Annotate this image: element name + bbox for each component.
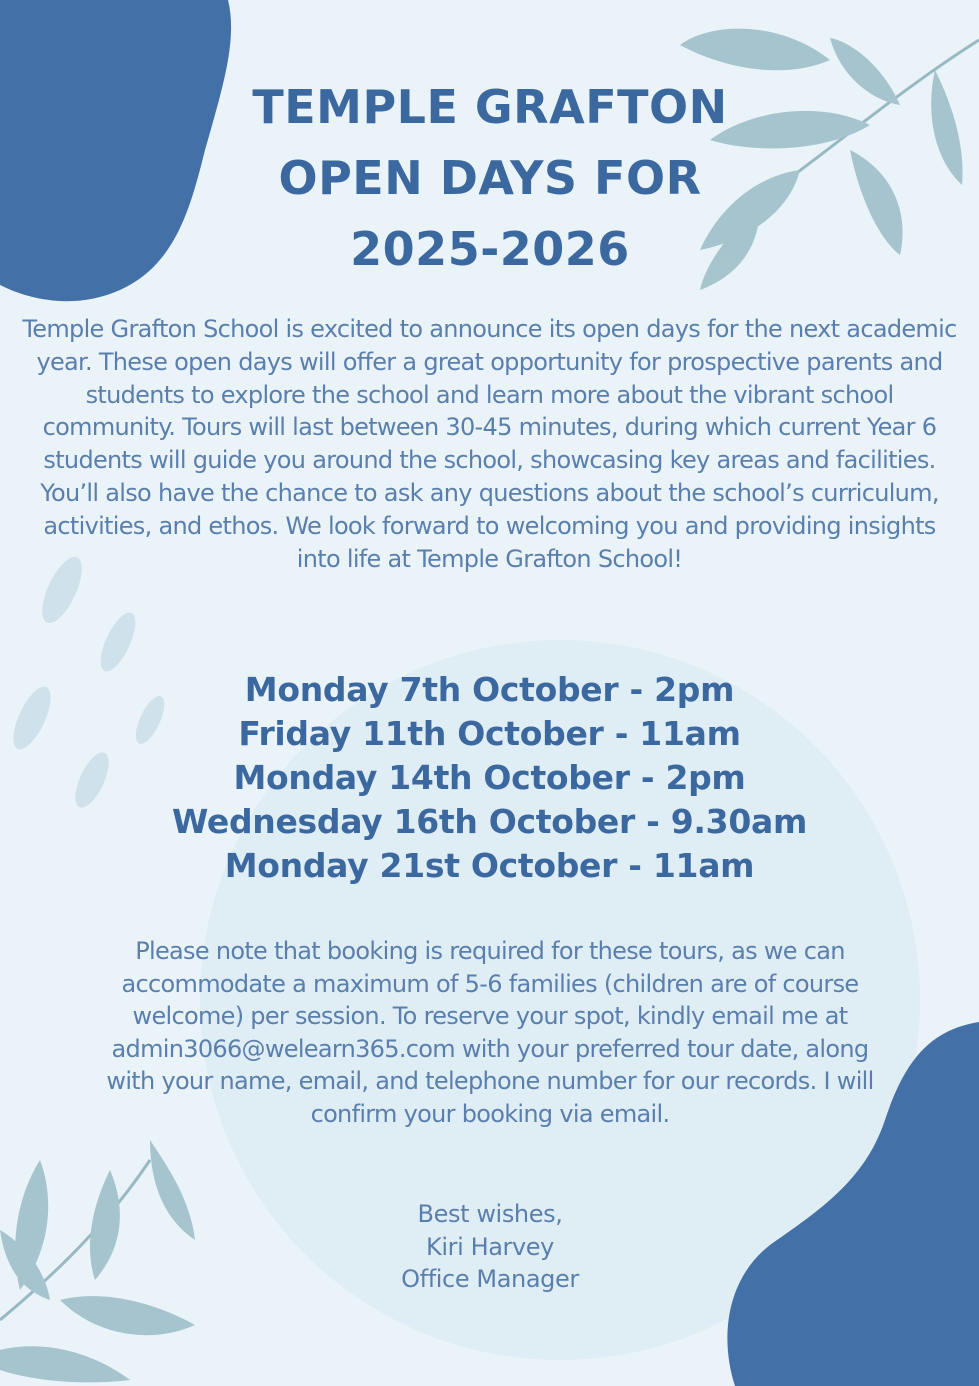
signoff [280, 1198, 700, 1296]
flyer-title [130, 72, 850, 285]
open-day-item: Friday 11th October - 11am [238, 714, 741, 753]
title-line-3: 2025-2026 [350, 222, 630, 276]
signoff-role: Office Manager [401, 1265, 579, 1294]
open-days-list [100, 668, 879, 888]
leaf-branch-bottom-left [0, 1140, 195, 1382]
open-day-item: Monday 7th October - 2pm [244, 670, 735, 709]
title-line-1: TEMPLE GRAFTON [252, 80, 728, 134]
open-day-item: Wednesday 16th October - 9.30am [171, 802, 808, 841]
open-day-item: Monday 21st October - 11am [224, 846, 755, 885]
intro-paragraph: Temple Grafton School is excited to announce its open days for the next academic year. These open days will offer a great opportunity for prospective parents and students to explore the school and learn more about the vibrant school community. Tours will last between 30-45 minutes, during which current Year 6 students will guide you around the school, showcasing key areas and facilities. You’ll also have the chance to ask any questions about the school’s curriculum, activities, and ethos. We look forward to welcoming you and providing insights into life at Temple Grafton School! [22, 315, 957, 573]
signoff-closing: Best wishes, [417, 1200, 563, 1228]
signoff-name: Kiri Harvey [426, 1232, 554, 1261]
title-line-2: OPEN DAYS FOR [278, 151, 702, 205]
open-day-item: Monday 14th October - 2pm [233, 758, 746, 797]
booking-note: Please note that booking is required for these tours, as we can accommodate a maximum of 5-6 families (children are of course welcome) per session. To reserve your spot, kindly email me at admin3066@welearn365.com with your preferred tour date, along with your name, email, and telephone number for our records. I will confirm your booking via email. [106, 937, 874, 1128]
